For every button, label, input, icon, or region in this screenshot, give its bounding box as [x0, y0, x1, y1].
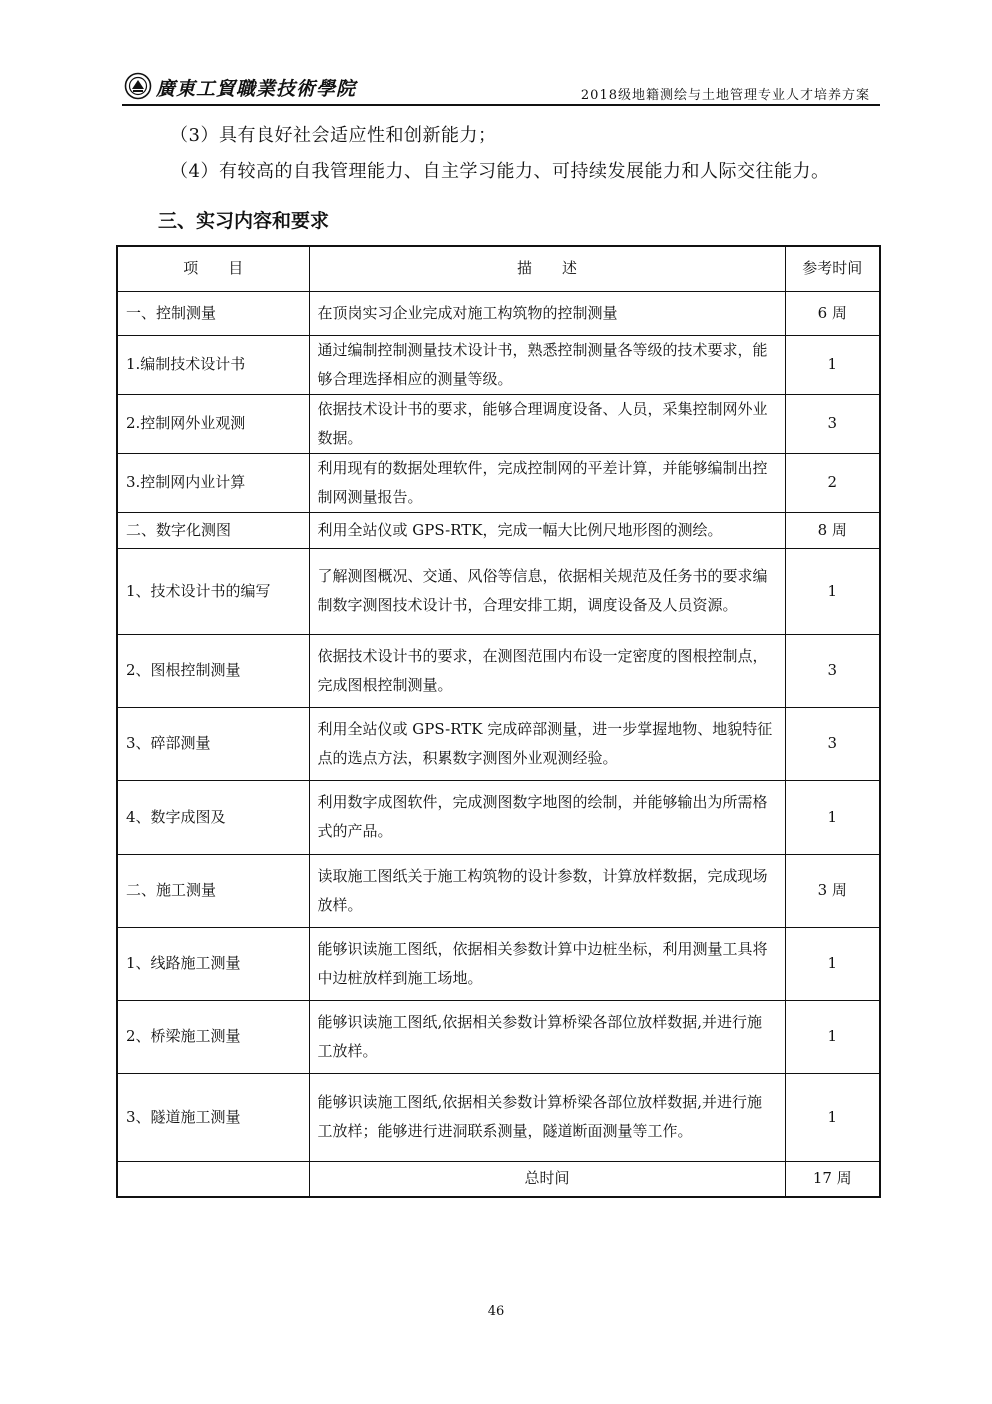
- row-time: 1: [785, 335, 880, 394]
- total-label: 总时间: [309, 1161, 785, 1197]
- row-item: 1、线路施工测量: [117, 927, 309, 1000]
- table-row: [117, 548, 880, 634]
- row-time: 3: [785, 707, 880, 780]
- row-desc: 利用全站仪或 GPS-RTK，完成一幅大比例尺地形图的测绘。: [309, 512, 785, 548]
- header-divider: [122, 104, 880, 106]
- row-desc: 能够识读施工图纸，依据相关参数计算中边桩坐标，利用测量工具将中边桩放样到施工场地。: [309, 927, 785, 1000]
- table-row: [117, 291, 880, 335]
- internship-table: [116, 245, 881, 1198]
- row-time: 8 周: [785, 512, 880, 548]
- table-row: [117, 394, 880, 453]
- row-time: 6 周: [785, 291, 880, 335]
- header-item: 项 目: [117, 246, 309, 291]
- row-item: 3.控制网内业计算: [117, 453, 309, 512]
- row-time: 1: [785, 548, 880, 634]
- table-total-row: [117, 1161, 880, 1197]
- college-emblem-icon: [124, 72, 152, 100]
- table-row: [117, 854, 880, 927]
- table-header-row: [117, 246, 880, 291]
- row-desc: 通过编制控制测量技术设计书，熟悉控制测量各等级的技术要求，能够合理选择相应的测量等级。: [309, 335, 785, 394]
- row-desc: 能够识读施工图纸,依据相关参数计算桥梁各部位放样数据,并进行施工放样；能够进行进洞联系测量，隧道断面测量等工作。: [309, 1073, 785, 1161]
- page-number: 46: [487, 1304, 505, 1319]
- row-time: 3: [785, 634, 880, 707]
- row-desc: 在顶岗实习企业完成对施工构筑物的控制测量: [309, 291, 785, 335]
- row-item: 3、隧道施工测量: [117, 1073, 309, 1161]
- header-desc: 描 述: [309, 246, 785, 291]
- table-row: [117, 453, 880, 512]
- row-item: 2.控制网外业观测: [117, 394, 309, 453]
- college-logo-text: 廣東工貿職業技術學院: [156, 78, 357, 100]
- row-time: 1: [785, 1073, 880, 1161]
- section-title: 三、实习内容和要求: [158, 210, 330, 232]
- total-value: 17 周: [785, 1161, 880, 1197]
- row-time: 3: [785, 394, 880, 453]
- table-row: [117, 1000, 880, 1073]
- row-time: 1: [785, 1000, 880, 1073]
- table-row: [117, 335, 880, 394]
- table-row: [117, 512, 880, 548]
- row-item: 2、图根控制测量: [117, 634, 309, 707]
- row-item: 1、技术设计书的编写: [117, 548, 309, 634]
- page-header: [122, 70, 880, 106]
- row-item: 3、碎部测量: [117, 707, 309, 780]
- row-item: 一、控制测量: [117, 291, 309, 335]
- row-desc: 能够识读施工图纸,依据相关参数计算桥梁各部位放样数据,并进行施工放样。: [309, 1000, 785, 1073]
- row-desc: 了解测图概况、交通、风俗等信息，依据相关规范及任务书的要求编制数字测图技术设计书，合理安排工期，调度设备及人员资源。: [309, 548, 785, 634]
- row-desc: 依据技术设计书的要求，能够合理调度设备、人员，采集控制网外业数据。: [309, 394, 785, 453]
- row-desc: 利用数字成图软件，完成测图数字地图的绘制，并能够输出为所需格式的产品。: [309, 780, 785, 854]
- row-time: 1: [785, 780, 880, 854]
- row-item: 二、施工测量: [117, 854, 309, 927]
- table-row: [117, 780, 880, 854]
- paragraph-ability-3: （3）具有良好社会适应性和创新能力；: [170, 125, 497, 146]
- table-row: [117, 634, 880, 707]
- row-desc: 读取施工图纸关于施工构筑物的设计参数，计算放样数据，完成现场放样。: [309, 854, 785, 927]
- row-time: 1: [785, 927, 880, 1000]
- row-item: 1.编制技术设计书: [117, 335, 309, 394]
- row-desc: 利用全站仪或 GPS-RTK 完成碎部测量，进一步掌握地物、地貌特征点的选点方法，积累数字测图外业观测经验。: [309, 707, 785, 780]
- row-item: 2、桥梁施工测量: [117, 1000, 309, 1073]
- document-title: 2018级地籍测绘与土地管理专业人才培养方案: [580, 88, 870, 103]
- table-row: [117, 927, 880, 1000]
- table-row: [117, 707, 880, 780]
- total-empty-cell: [117, 1161, 309, 1197]
- row-item: 二、数字化测图: [117, 512, 309, 548]
- row-desc: 利用现有的数据处理软件，完成控制网的平差计算，并能够编制出控制网测量报告。: [309, 453, 785, 512]
- paragraph-ability-4: （4）有较高的自我管理能力、自主学习能力、可持续发展能力和人际交往能力。: [170, 161, 830, 182]
- row-time: 2: [785, 453, 880, 512]
- row-time: 3 周: [785, 854, 880, 927]
- header-time: 参考时间: [785, 246, 880, 291]
- row-item: 4、数字成图及: [117, 780, 309, 854]
- table-row: [117, 1073, 880, 1161]
- row-desc: 依据技术设计书的要求，在测图范围内布设一定密度的图根控制点，完成图根控制测量。: [309, 634, 785, 707]
